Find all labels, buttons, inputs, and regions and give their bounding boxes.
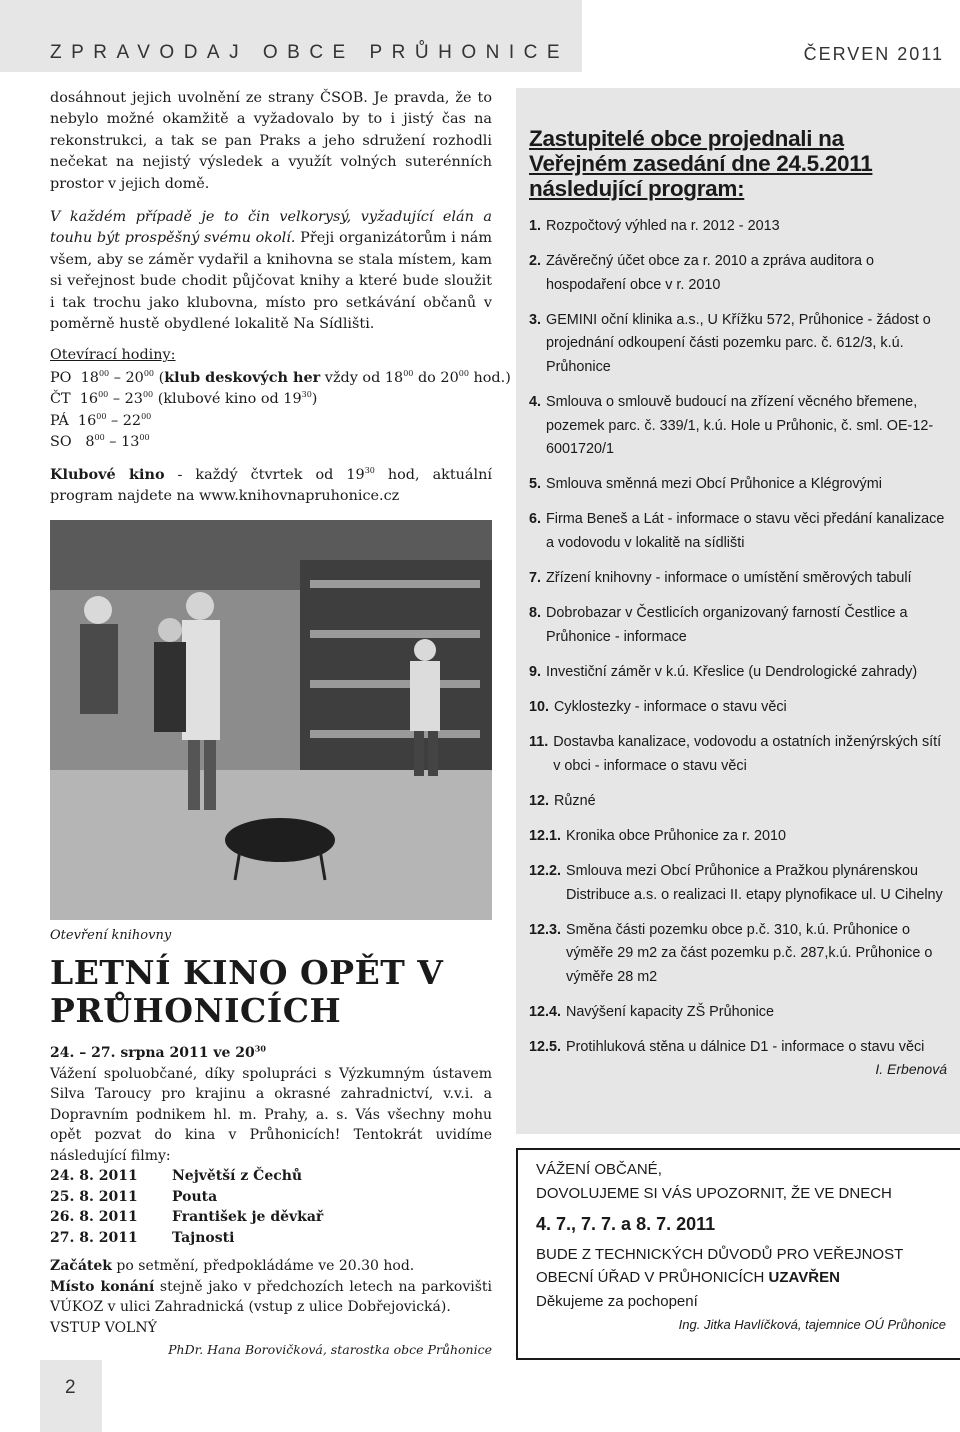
- library-photo: [50, 520, 492, 920]
- club-cinema-note: Klubové kino - každý čtvrtek od $19^{30}$ hod, aktuální program najdete na www.knihovnapruhonice.cz: [50, 465, 492, 504]
- program-signature: I. Erbenová: [875, 1061, 947, 1078]
- program-item: 3. GEMINI oční klinika a.s., U Křížku 572, Průhonice - žádost o projednání odkoupení části pozemku parc. č. 612/3, k.ú. Průhonice: [529, 311, 931, 375]
- program-item: 10. Cyklostezky - informace o stavu věci: [529, 699, 787, 715]
- kino-start: Začátek po setmění, předpokládáme ve 20.30 hod.: [50, 1258, 415, 1274]
- thanks-italic: V každém případě je to čin velkorysý, vyžadující elán a touhu být prospěšný svému okolí.: [50, 209, 492, 247]
- photo-caption: Otevření knihovny: [50, 928, 172, 943]
- program-item: 2. Závěrečný účet obce za r. 2010 a zpráva auditora o hospodaření obce v r. 2010: [529, 253, 874, 293]
- program-title: Zastupitelé obce projednali na Veřejném zasedání dne 24.5.2011 následující program:: [529, 126, 873, 201]
- program-list: [529, 126, 947, 1082]
- program-item: 12.4. Navýšení kapacity ZŠ Průhonice: [529, 1003, 774, 1020]
- program-item: 9. Investiční záměr v k.ú. Křeslice (u Dendrologické zahrady): [529, 663, 918, 680]
- film-row: 24. 8. 2011 Největší z Čechů: [50, 1168, 303, 1184]
- hours-row-ct: ČT $16^{00} - 23^{00}$ (klubové kino od $19^{30}$): [50, 390, 318, 408]
- film-row: 25. 8. 2011 Pouta: [50, 1188, 218, 1205]
- hours-heading: Otevírací hodiny:: [50, 347, 176, 364]
- hours-row-po: PO $18^{00} - 20^{00}$ (klub deskových her vždy od $18^{00}$ do $20^{00}$ hod.): [50, 368, 511, 386]
- notice-salutation: VÁŽENÍ OBČANÉ,: [536, 1161, 662, 1178]
- kino-heading: LETNÍ KINO OPĚT V PRŮHONICÍCH: [50, 953, 444, 1030]
- program-item: 11. Dostavba kanalizace, vodovodu a ostatních inženýrských sítí v obci - informace o stavu věci: [529, 734, 942, 774]
- program-item: 8. Dobrobazar v Čestlicích organizovaný farností Čestlice a Průhonice - informace: [529, 605, 908, 645]
- film-list: [50, 1166, 492, 1248]
- paragraph-library: dosáhnout jejich uvolnění ze strany ČSOB. Je pravda, že to nebylo možné okamžitě a vyžadovalo by to i jistý čas na rekonstrukci, a tak se pan Praks a jeho sdružení rozhodli nečekat na nejistý výsledek a využít volných suterénních prostor v jejich domě.: [50, 90, 492, 192]
- kino-dates: 24. – 27. srpna 2011 ve $20^{30}$: [50, 1043, 266, 1061]
- paragraph-thanks: [50, 207, 492, 335]
- program-item: 4. Smlouva o smlouvě budoucí na zřízení věcného břemene, pozemek parc. č. 339/1, k.ú. Hole u Průhonic, č. sml. OE-12-6001720/1: [529, 394, 934, 458]
- film-row: 27. 8. 2011 Tajnosti: [50, 1229, 235, 1246]
- notice-signature: Ing. Jitka Havlíčková, tajemnice OÚ Průhonice: [678, 1317, 946, 1332]
- program-item: 12.1. Kronika obce Průhonice za r. 2010: [529, 827, 787, 844]
- notice-intro: DOVOLUJEME SI VÁS UPOZORNIT, ŽE VE DNECH: [536, 1184, 892, 1202]
- program-item: 1. Rozpočtový výhled na r. 2012 - 2013: [529, 218, 780, 234]
- kino-place: Místo konání stejně jako v předchozích letech na parkovišti VÚKOZ v ulici Zahradnická (vstup z ulice Dobřejovická).: [50, 1278, 492, 1315]
- program-item: 12.5. Protihluková stěna u dálnice D1 - informace o stavu věci: [529, 1039, 925, 1056]
- issue-date: ČERVEN 2011: [803, 44, 944, 64]
- program-item: 12.2. Smlouva mezi Obcí Průhonice a Pražkou plynárenskou Distribuce a.s. o realizaci II. etapy plynofikace ul. U Cihelny: [529, 862, 943, 903]
- program-item: 6. Firma Beneš a Lát - informace o stavu věci předání kanalizace a vodovodu v lokalitě na sídlišti: [529, 511, 945, 552]
- program-item: 12.3. Směna části pozemku obce p.č. 310, k.ú. Průhonice o výměře 29 m2 za část pozemku p.č. 287,k.ú. Průhonice o výměře 28 m2: [529, 921, 933, 985]
- notice-thanks: Děkujeme za pochopení: [536, 1292, 698, 1310]
- notice-closure: BUDE Z TECHNICKÝCH DŮVODŮ PRO VEŘEJNOST OBECNÍ ÚŘAD V PRŮHONICÍCH UZAVŘEN: [536, 1245, 903, 1286]
- program-item: 5. Smlouva směnná mezi Obcí Průhonice a Klégrovými: [529, 476, 882, 493]
- notice-content: [536, 1158, 946, 1337]
- film-row: 26. 8. 2011 František je děvkař: [50, 1209, 324, 1225]
- newsletter-title: ZPRAVODAJ OBCE PRŮHONICE: [50, 42, 570, 63]
- program-item: 12. Různé: [529, 792, 596, 809]
- kino-article: [50, 1043, 492, 1361]
- kino-intro: Vážení spoluobčané, díky spolupráci s Výzkumným ústavem Silva Taroucy pro krajinu a okrasné zahradnictví, v.v.i. a Dopravním podnikem hl. m. Prahy, a. s. Vás všechny mohu opět pozvat do kina v Průhonicích! Tentokrát uvidíme následující filmy:: [50, 1065, 492, 1164]
- page-number: 2: [65, 1377, 76, 1398]
- hours-row-pa: PÁ $16^{00} - 22^{00}$: [50, 411, 152, 429]
- kino-signature: PhDr. Hana Borovičková, starostka obce Průhonice: [168, 1342, 492, 1357]
- thanks-rest: Přeji organizátorům i nám všem, aby se záměr vydařil a knihovna se stala místem, kam si veřejnost bude chodit půjčovat knihy a které bude sloužit i tak trochu jako klubovna, místo pro setkávání občanů v poměrně hustě obydlené lokalitě Na Sídlišti.: [50, 230, 492, 333]
- program-item: 7. Zřízení knihovny - informace o umístění směrových tabulí: [529, 570, 912, 587]
- left-column: [50, 88, 511, 507]
- library-photo-illustration: [50, 520, 492, 920]
- notice-dates: 4. 7., 7. 7. a 8. 7. 2011: [536, 1214, 716, 1234]
- hours-row-so: SO $8^{00} - 13^{00}$: [50, 433, 150, 451]
- kino-entry: VSTUP VOLNÝ: [50, 1319, 157, 1336]
